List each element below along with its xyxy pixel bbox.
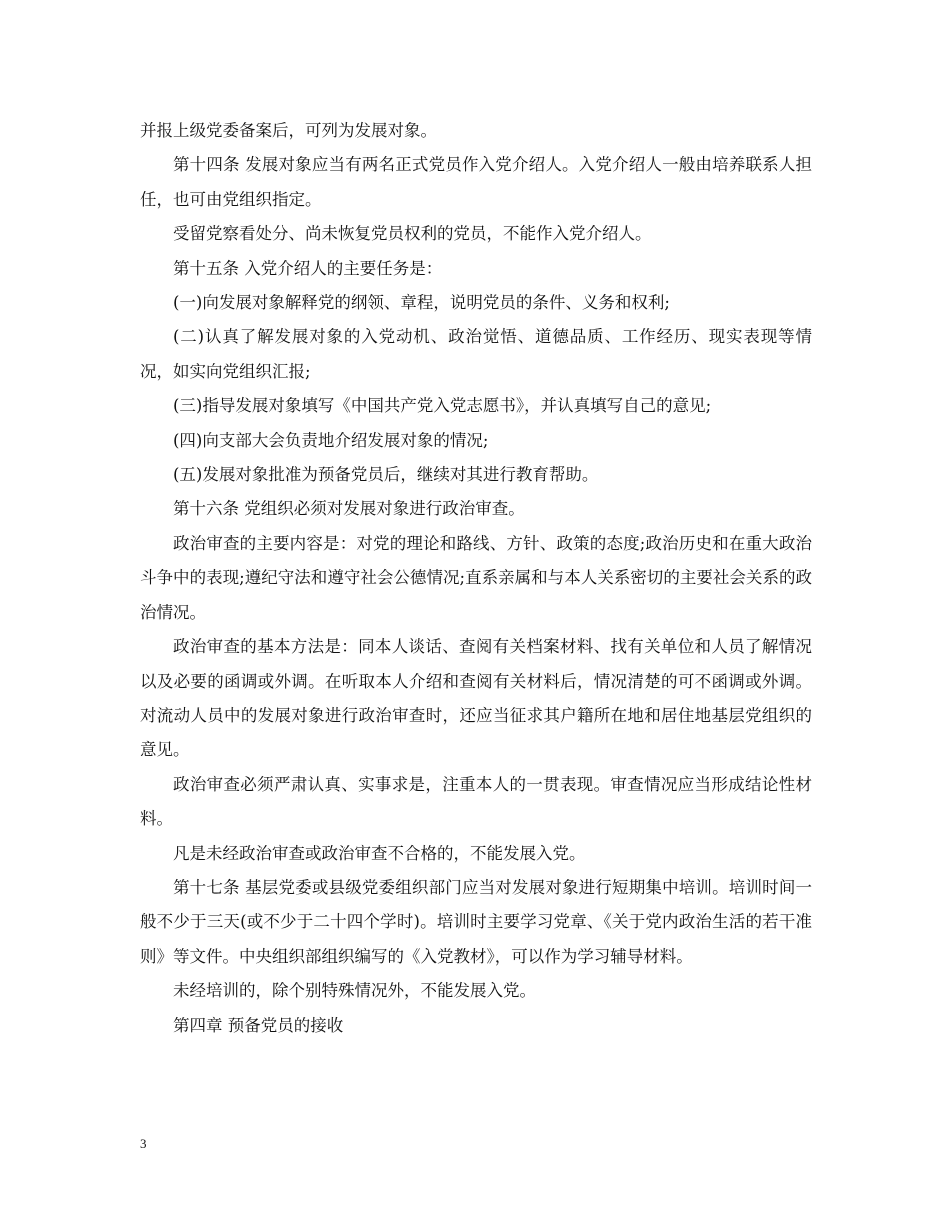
paragraph: (二)认真了解发展对象的入党动机、政治觉悟、道德品质、工作经历、现实表现等情况，如实向党组织汇报; bbox=[140, 327, 812, 381]
paragraph: 第十五条 入党介绍人的主要任务是： bbox=[173, 258, 443, 278]
paragraph: (四)向支部大会负责地介绍发展对象的情况; bbox=[173, 430, 489, 450]
paragraph: (三)指导发展对象填写《中国共产党入党志愿书》，并认真填写自己的意见; bbox=[173, 396, 712, 416]
paragraph: 受留党察看处分、尚未恢复党员权利的党员，不能作入党介绍人。 bbox=[173, 224, 652, 244]
document-body bbox=[140, 114, 812, 1043]
paragraph: 第四章 预备党员的接收 bbox=[173, 1015, 344, 1035]
paragraph: (五)发展对象批准为预备党员后，继续对其进行教育帮助。 bbox=[173, 465, 599, 485]
paragraph: 未经培训的，除个别特殊情况外，不能发展入党。 bbox=[173, 981, 536, 1001]
paragraph: 第十七条 基层党委或县级党委组织部门应当对发展对象进行短期集中培训。培训时间一般不少于三天(或不少于二十四个学时)。培训时主要学习党章、《关于党内政治生活的若干准则》等文件。中央组织部组织编写的《入党教材》，可以作为学习辅导材料。 bbox=[140, 877, 812, 966]
paragraph: 政治审查的基本方法是：同本人谈话、查阅有关档案材料、找有关单位和人员了解情况以及必要的函调或外调。在听取本人介绍和查阅有关材料后，情况清楚的可不函调或外调。对流动人员中的发展对象进行政治审查时，还应当征求其户籍所在地和居住地基层党组织的意见。 bbox=[140, 637, 812, 760]
paragraph: 并报上级党委备案后，可列为发展对象。 bbox=[140, 121, 437, 140]
paragraph: 第十六条 党组织必须对发展对象进行政治审查。 bbox=[173, 499, 525, 519]
paragraph: 凡是未经政治审查或政治审查不合格的，不能发展入党。 bbox=[173, 843, 586, 863]
page-number: 3 bbox=[140, 1136, 147, 1151]
paragraph: 政治审查的主要内容是：对党的理论和路线、方针、政策的态度;政治历史和在重大政治斗争中的表现;遵纪守法和遵守社会公德情况;直系亲属和与本人关系密切的主要社会关系的政治情况。 bbox=[140, 533, 812, 622]
paragraph: 政治审查必须严肃认真、实事求是，注重本人的一贯表现。审查情况应当形成结论性材料。 bbox=[140, 774, 812, 829]
paragraph: 第十四条 发展对象应当有两名正式党员作入党介绍人。入党介绍人一般由培养联系人担任，也可由党组织指定。 bbox=[140, 155, 812, 209]
paragraph: (一)向发展对象解释党的纲领、章程，说明党员的条件、义务和权利; bbox=[173, 293, 670, 313]
